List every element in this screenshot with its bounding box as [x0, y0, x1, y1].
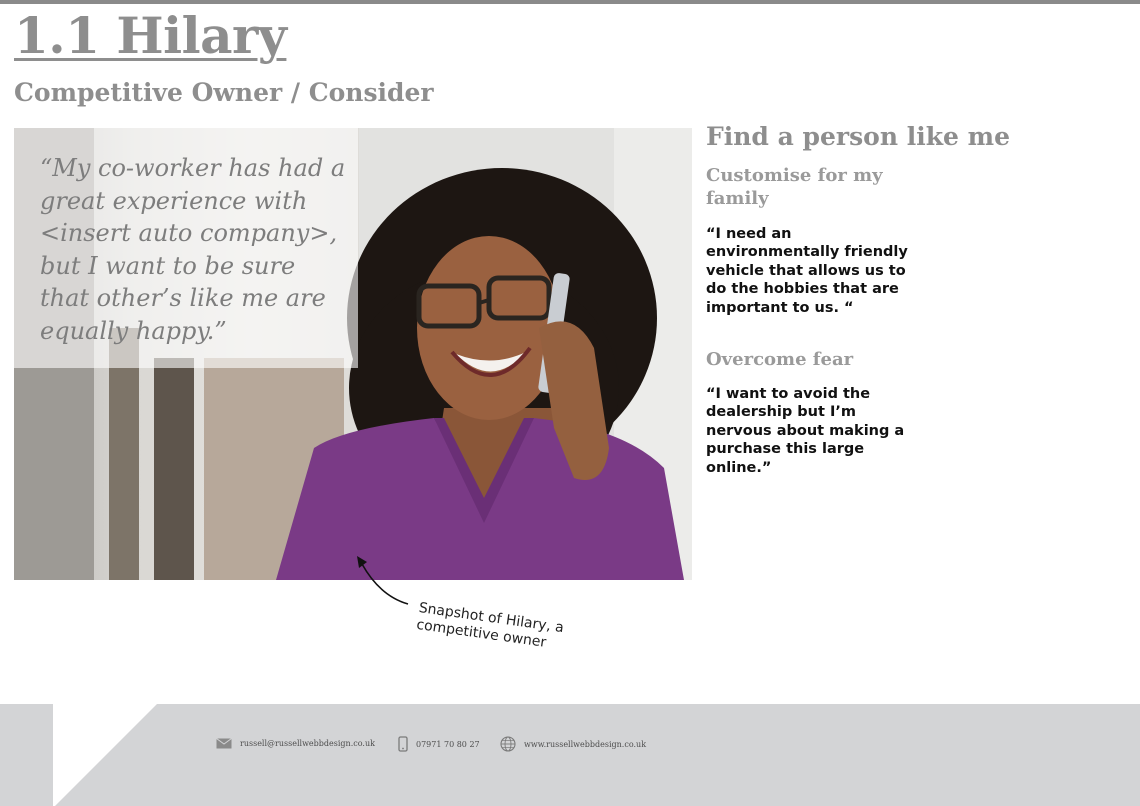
footer-band	[0, 704, 1140, 806]
mobile-phone-icon	[398, 736, 408, 752]
footer-phone[interactable]	[398, 736, 480, 752]
footer-website[interactable]	[500, 736, 646, 752]
envelope-icon	[216, 738, 232, 749]
page-subtitle: Competitive Owner / Consider	[14, 78, 434, 107]
footer-email-text: russell@russellwebbdesign.co.uk	[240, 739, 375, 748]
annotation-arrow	[350, 552, 420, 612]
persona-quote: “My co-worker has had a great experience with <insert auto company>, but I want to be sure that other’s like me are equally happy.”	[40, 154, 346, 345]
section-title-overcome-fear: Overcome fear	[706, 349, 854, 370]
section-title-customise: Customise for my family	[706, 165, 883, 209]
page-title: 1.1 Hilary	[14, 6, 287, 65]
annotation-note: Snapshot of Hilary, a competitive owner	[415, 600, 565, 651]
section-quote-customise: “I need an environmentally friendly vehicle that allows us to do the hobbies that are important to us. “	[706, 226, 908, 316]
section-quote-overcome-fear: “I want to avoid the dealership but I’m nervous about making a purchase this large online.”	[706, 386, 905, 476]
globe-icon	[500, 736, 516, 752]
top-rule	[0, 0, 1140, 4]
footer-website-text: www.russellwebbdesign.co.uk	[524, 739, 647, 749]
footer-email[interactable]	[216, 738, 375, 749]
footer-phone-text: 07971 70 80 27	[416, 739, 480, 749]
side-heading: Find a person like me	[706, 122, 1010, 151]
